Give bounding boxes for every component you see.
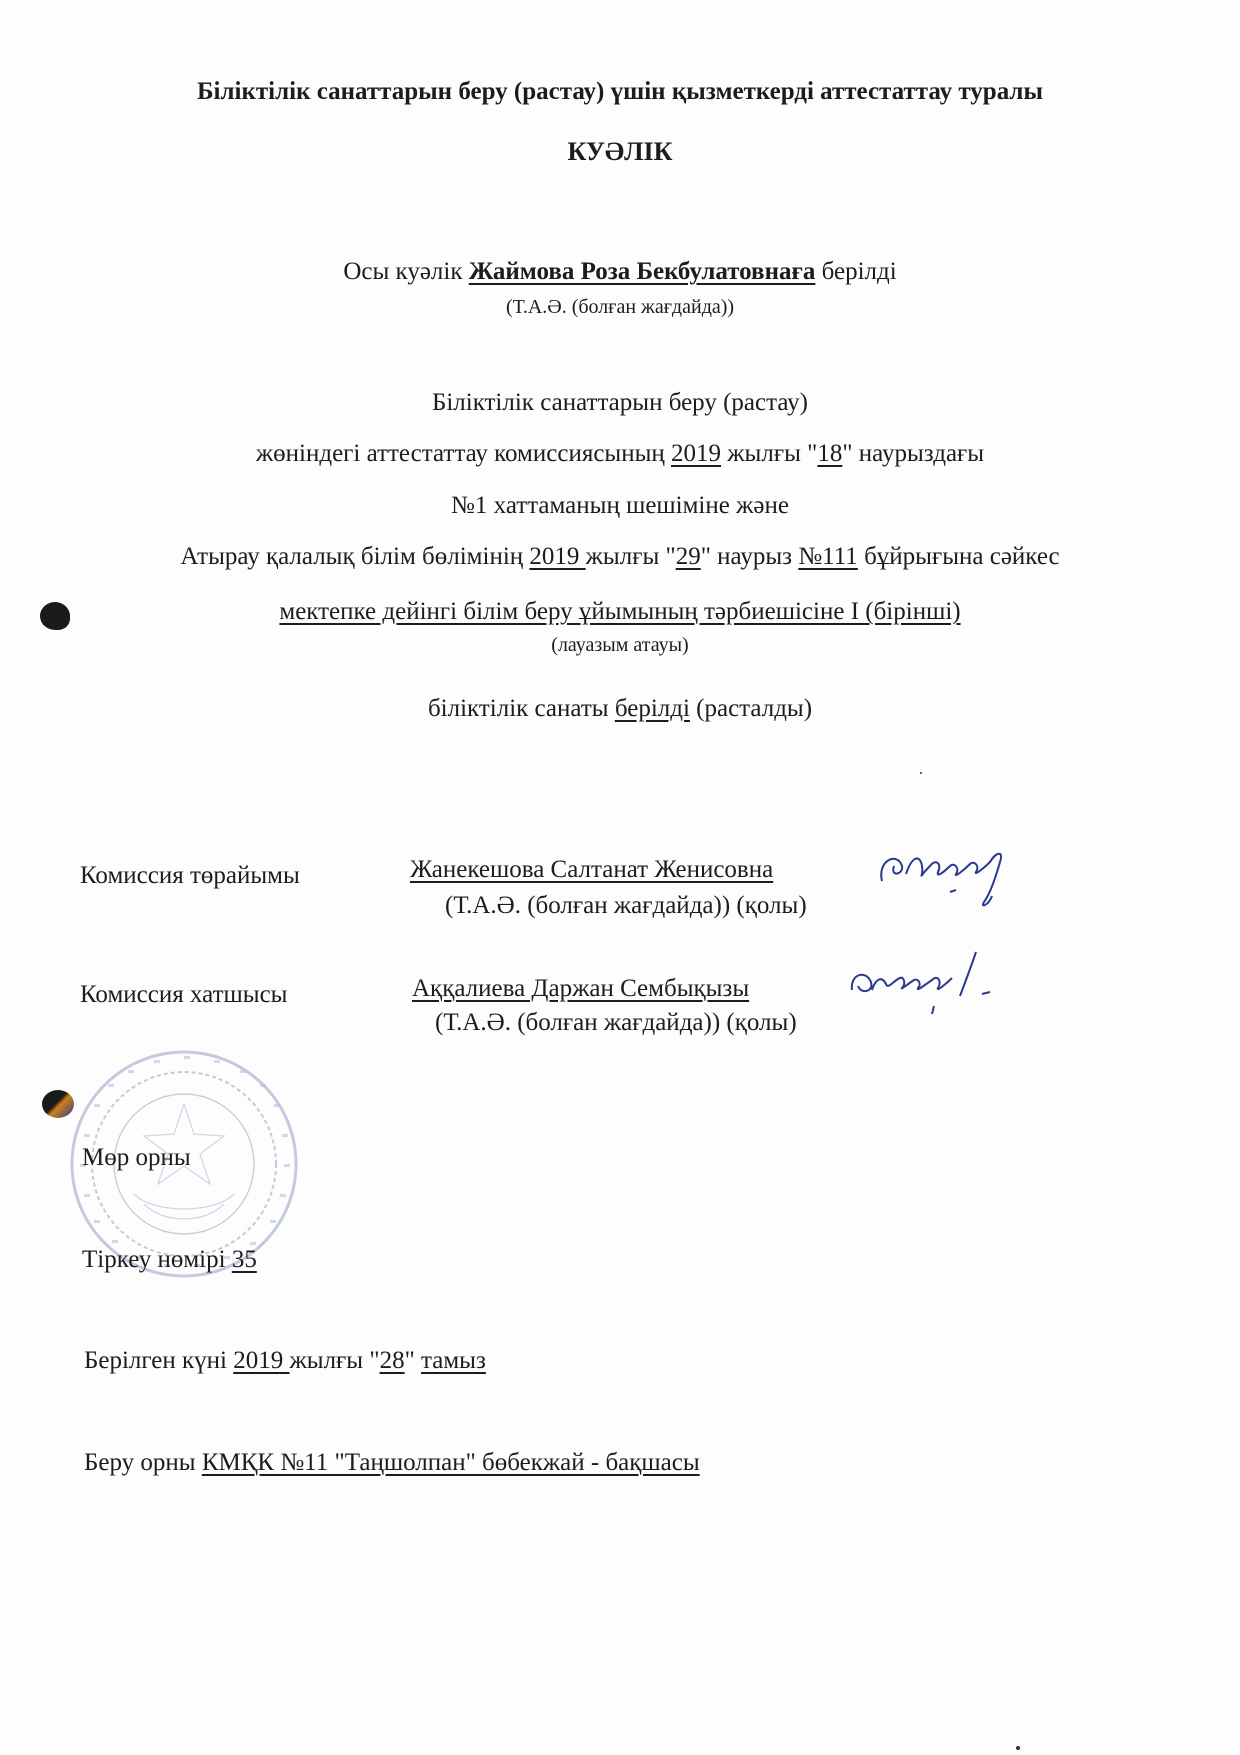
document-title: Біліктілік санаттарын беру (растау) үшін қызметкерді аттестаттау туралы bbox=[197, 78, 1043, 105]
issued-day: 28 bbox=[379, 1347, 405, 1374]
position-name: мектепке дейінгі білім беру ұйымының тәрбиешісіне I (бірінші) bbox=[279, 598, 961, 625]
issue-place-line bbox=[84, 1449, 700, 1477]
punch-hole-mark bbox=[40, 602, 70, 630]
decision-line-2-prefix: жөніндегі аттестаттау комиссиясының bbox=[255, 440, 672, 467]
decision-line-4-prefix: Атырау қалалық білім бөлімінің bbox=[180, 543, 530, 570]
recipient-line bbox=[0, 258, 1240, 286]
issued-prefix: Берілген күні bbox=[84, 1347, 234, 1374]
order-year: 2019 bbox=[529, 543, 586, 570]
decision-line-4 bbox=[0, 543, 1240, 571]
recipient-suffix: берілді bbox=[815, 258, 897, 285]
decision-line-3: №1 хаттаманың шешіміне және bbox=[451, 492, 789, 519]
issued-year: 2019 bbox=[233, 1347, 290, 1374]
decision-line-2 bbox=[0, 440, 1240, 468]
registration-line bbox=[82, 1246, 257, 1274]
chair-label: Комиссия төрайымы bbox=[80, 862, 300, 889]
category-given: берілді bbox=[614, 695, 690, 722]
category-suffix: (расталды) bbox=[689, 695, 813, 722]
decision-line-4-mid2: " наурыз bbox=[700, 543, 799, 570]
protocol-day: 18 bbox=[817, 440, 843, 467]
registration-prefix: Тіркеу нөмірі bbox=[82, 1246, 232, 1273]
seal-place-label: Мөр орны bbox=[82, 1144, 191, 1171]
recipient-caption: (Т.А.Ә. (болған жағдайда)) bbox=[505, 296, 735, 318]
issued-date-line bbox=[84, 1347, 486, 1375]
issued-mid: жылғы " bbox=[289, 1347, 380, 1374]
issue-place-name: КМҚК №11 "Таңшолпан" бөбекжай - бақшасы bbox=[201, 1449, 700, 1476]
registration-number: 35 bbox=[231, 1246, 257, 1273]
decision-line-2-mid: жылғы " bbox=[721, 440, 818, 467]
position-line bbox=[0, 598, 1240, 626]
category-prefix: біліктілік санаты bbox=[427, 695, 615, 722]
decision-line-4-mid: жылғы " bbox=[585, 543, 676, 570]
protocol-year: 2019 bbox=[671, 440, 722, 467]
issued-mid2: " bbox=[404, 1347, 422, 1374]
scan-speck-2 bbox=[920, 772, 922, 774]
recipient-name: Жаймова Роза Бекбулатовнаға bbox=[468, 258, 816, 285]
position-caption: (лауазым атауы) bbox=[551, 634, 689, 656]
secretary-label: Комиссия хатшысы bbox=[80, 981, 288, 1008]
issued-month: тамыз bbox=[421, 1347, 486, 1374]
document-heading: КУӘЛІК bbox=[567, 137, 673, 166]
decision-line-1: Біліктілік санаттарын беру (растау) bbox=[431, 389, 809, 416]
chair-signature bbox=[872, 836, 1022, 916]
decision-line-4-suffix: бұйрығына сәйкес bbox=[857, 543, 1060, 570]
category-line bbox=[0, 695, 1240, 723]
punch-hole-mark-2 bbox=[42, 1090, 74, 1118]
decision-line-2-suffix: " наурыздағы bbox=[842, 440, 985, 467]
secretary-name: Аққалиева Даржан Сембықызы bbox=[412, 975, 750, 1002]
recipient-prefix: Осы куәлік bbox=[343, 258, 469, 285]
order-number: №111 bbox=[798, 543, 858, 570]
order-day: 29 bbox=[675, 543, 701, 570]
secretary-caption: (Т.А.Ә. (болған жағдайда)) (қолы) bbox=[435, 1009, 797, 1036]
issue-place-prefix: Беру орны bbox=[84, 1449, 202, 1476]
secretary-signature bbox=[842, 940, 1012, 1020]
chair-caption: (Т.А.Ә. (болған жағдайда)) (қолы) bbox=[445, 892, 807, 919]
scan-speck bbox=[1016, 1746, 1020, 1750]
chair-name: Жанекешова Салтанат Женисовна bbox=[410, 856, 774, 883]
